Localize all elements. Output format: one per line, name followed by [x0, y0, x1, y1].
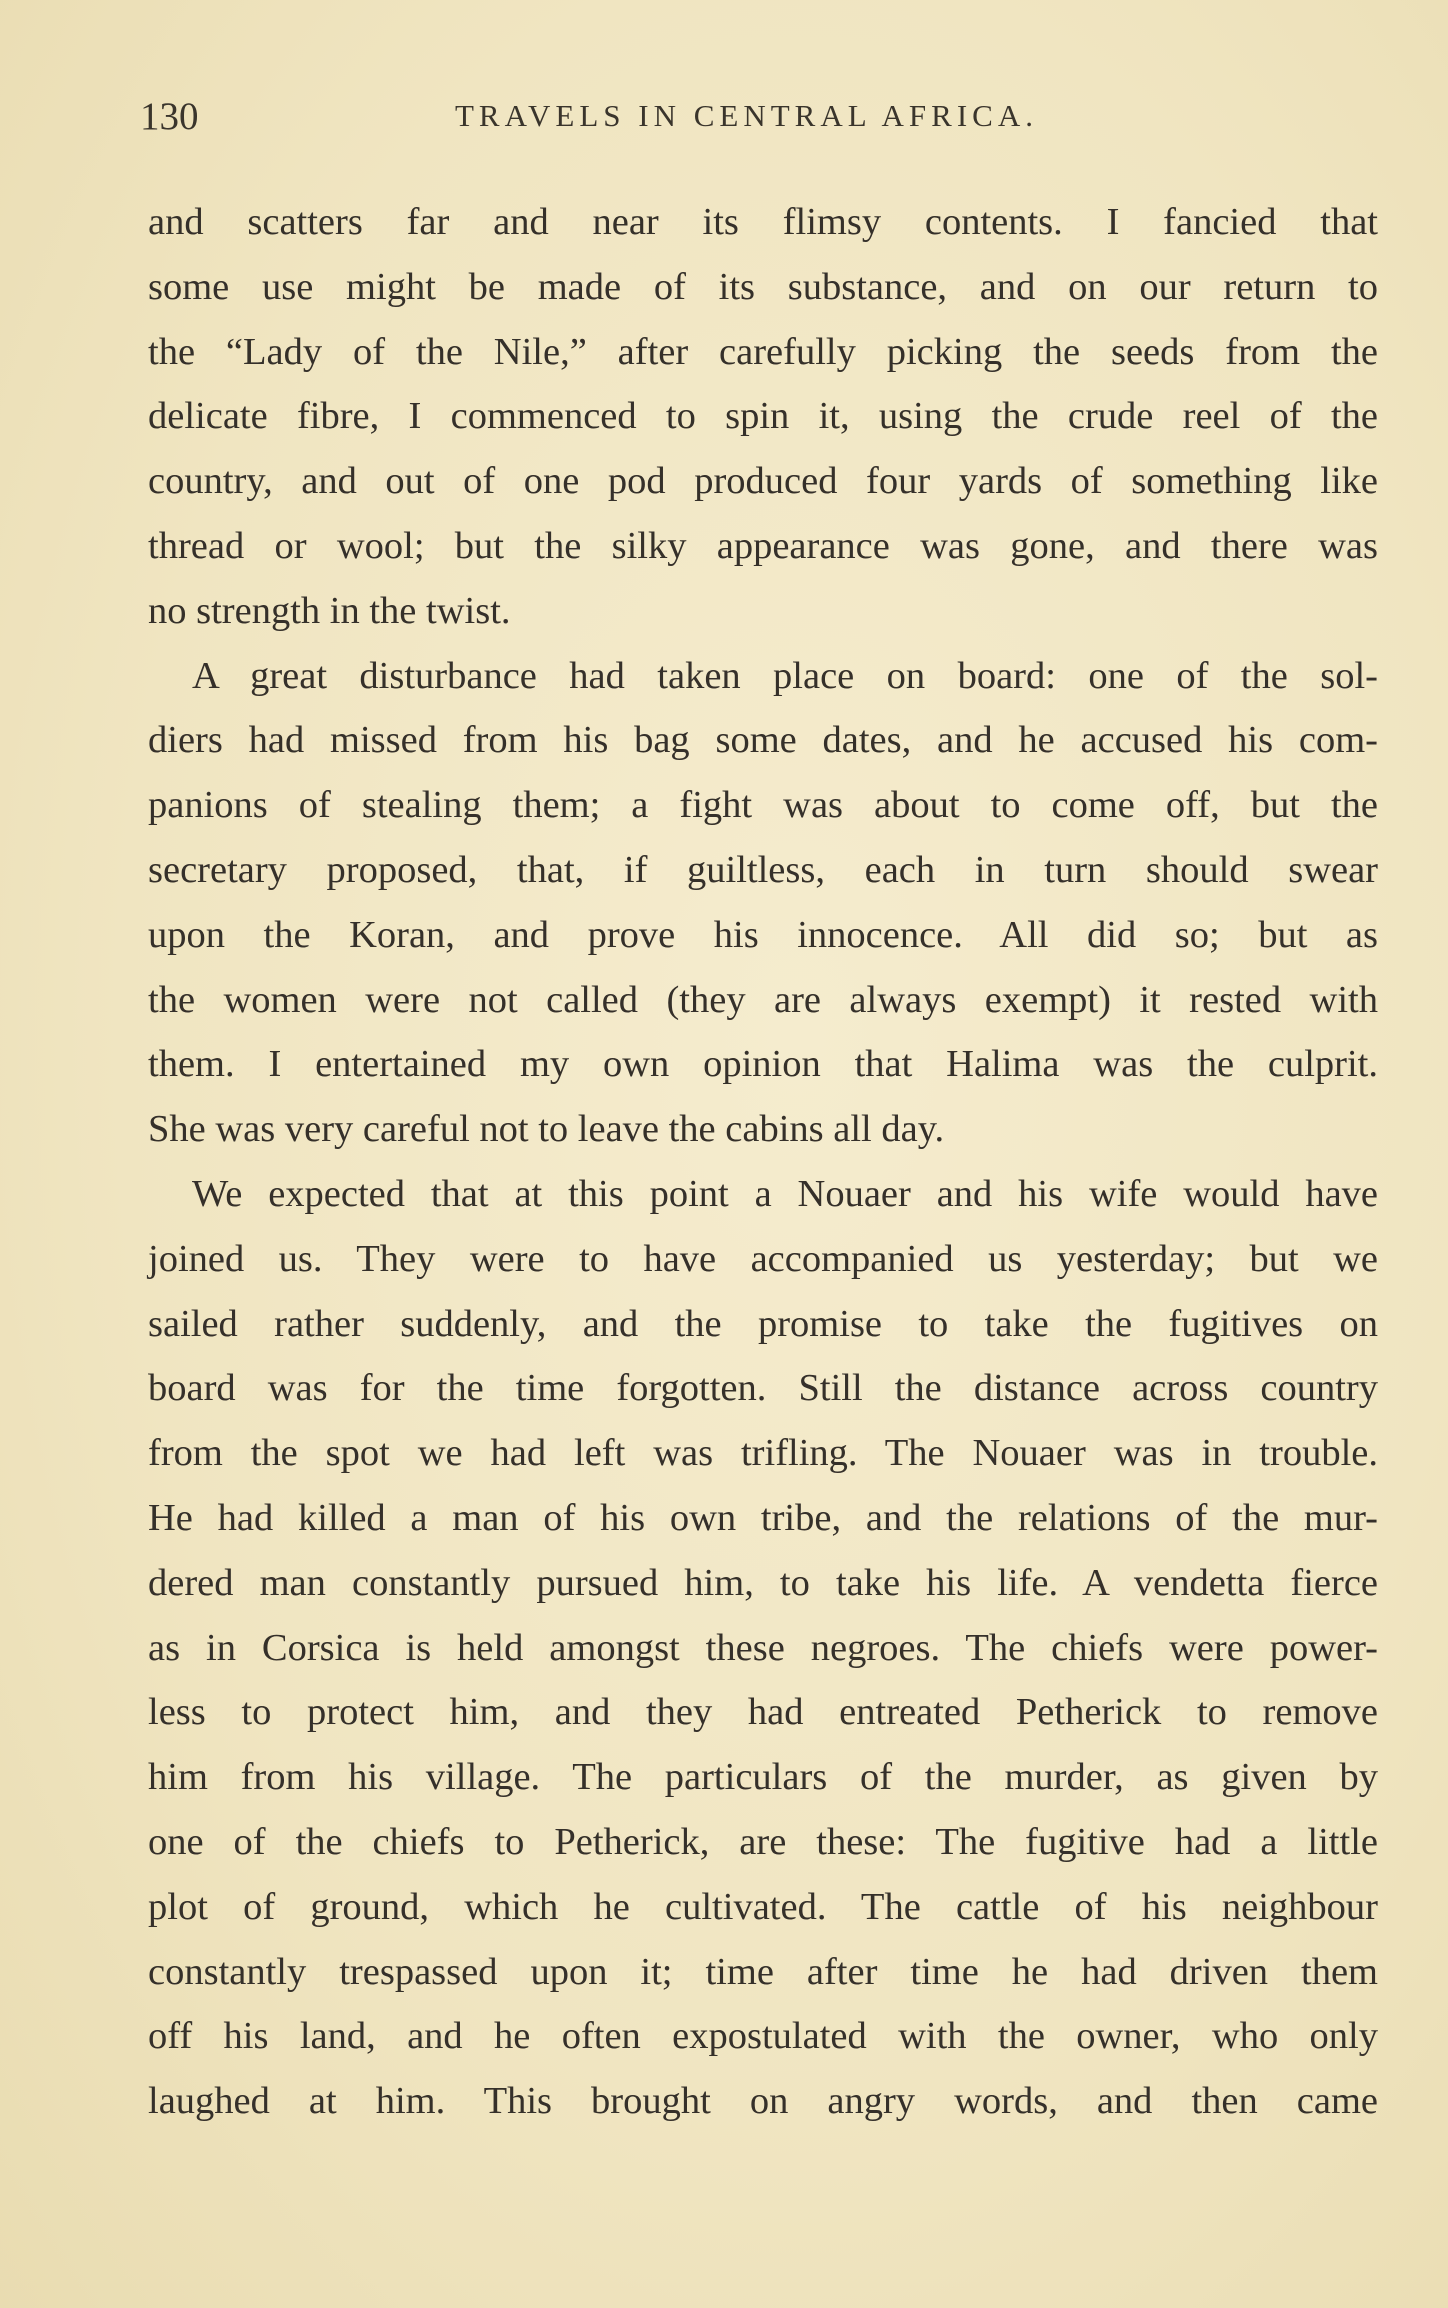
text-line: secretary proposed, that, if guiltless, each in turn should swear: [148, 848, 1378, 891]
text-line: panions of stealing them; a fight was about to come off, but the: [148, 784, 1378, 827]
text-line: less to protect him, and they had entreated Petherick to remove: [148, 1691, 1378, 1734]
text-line: She was very careful not to leave the cabins all day.: [148, 1108, 945, 1151]
text-line: laughed at him. This brought on angry words, and then came: [148, 2080, 1378, 2123]
text-line: them. I entertained my own opinion that Halima was the culprit.: [148, 1043, 1378, 1086]
text-line: He had killed a man of his own tribe, and the relations of the mur-: [148, 1496, 1378, 1539]
text-line: We expected that at this point a Nouaer and his wife would have: [192, 1172, 1378, 1215]
text-line: sailed rather suddenly, and the promise to take the fugitives on: [148, 1302, 1378, 1345]
text-line: as in Corsica is held amongst these negroes. The chiefs were power-: [148, 1626, 1378, 1669]
text-line: no strength in the twist.: [148, 589, 511, 632]
text-line: diers had missed from his bag some dates, and he accused his com-: [148, 719, 1378, 762]
text-line: joined us. They were to have accompanied us yesterday; but we: [148, 1237, 1378, 1280]
text-line: plot of ground, which he cultivated. The cattle of his neighbour: [148, 1885, 1378, 1928]
text-line: him from his village. The particulars of the murder, as given by: [148, 1756, 1378, 1799]
body-text: [148, 190, 1378, 2134]
text-line: off his land, and he often expostulated with the owner, who only: [148, 2015, 1378, 2058]
text-line: the women were not called (they are always exempt) it rested with: [148, 978, 1378, 1021]
page-number: 130: [140, 95, 199, 138]
text-line: upon the Koran, and prove his innocence. All did so; but as: [148, 913, 1378, 956]
page-header: [140, 94, 1380, 144]
text-line: dered man constantly pursued him, to take his life. A vendetta fierce: [148, 1561, 1378, 1604]
text-line: delicate fibre, I commenced to spin it, using the crude reel of the: [148, 395, 1378, 438]
text-line: some use might be made of its substance, and on our return to: [148, 265, 1378, 308]
text-line: thread or wool; but the silky appearance was gone, and there was: [148, 524, 1378, 567]
text-line: country, and out of one pod produced four yards of something like: [148, 460, 1378, 503]
text-line: and scatters far and near its flimsy contents. I fancied that: [148, 201, 1378, 243]
text-line: the “Lady of the Nile,” after carefully picking the seeds from the: [148, 330, 1378, 373]
text-line: one of the chiefs to Petherick, are these: The fugitive had a little: [148, 1820, 1378, 1863]
text-line: from the spot we had left was trifling. The Nouaer was in trouble.: [148, 1432, 1378, 1475]
text-line: constantly trespassed upon it; time after time he had driven them: [148, 1950, 1378, 1993]
running-title: TRAVELS IN CENTRAL AFRICA.: [455, 98, 1038, 133]
text-line: board was for the time forgotten. Still the distance across country: [148, 1367, 1378, 1410]
text-line: A great disturbance had taken place on board: one of the sol-: [192, 654, 1378, 697]
